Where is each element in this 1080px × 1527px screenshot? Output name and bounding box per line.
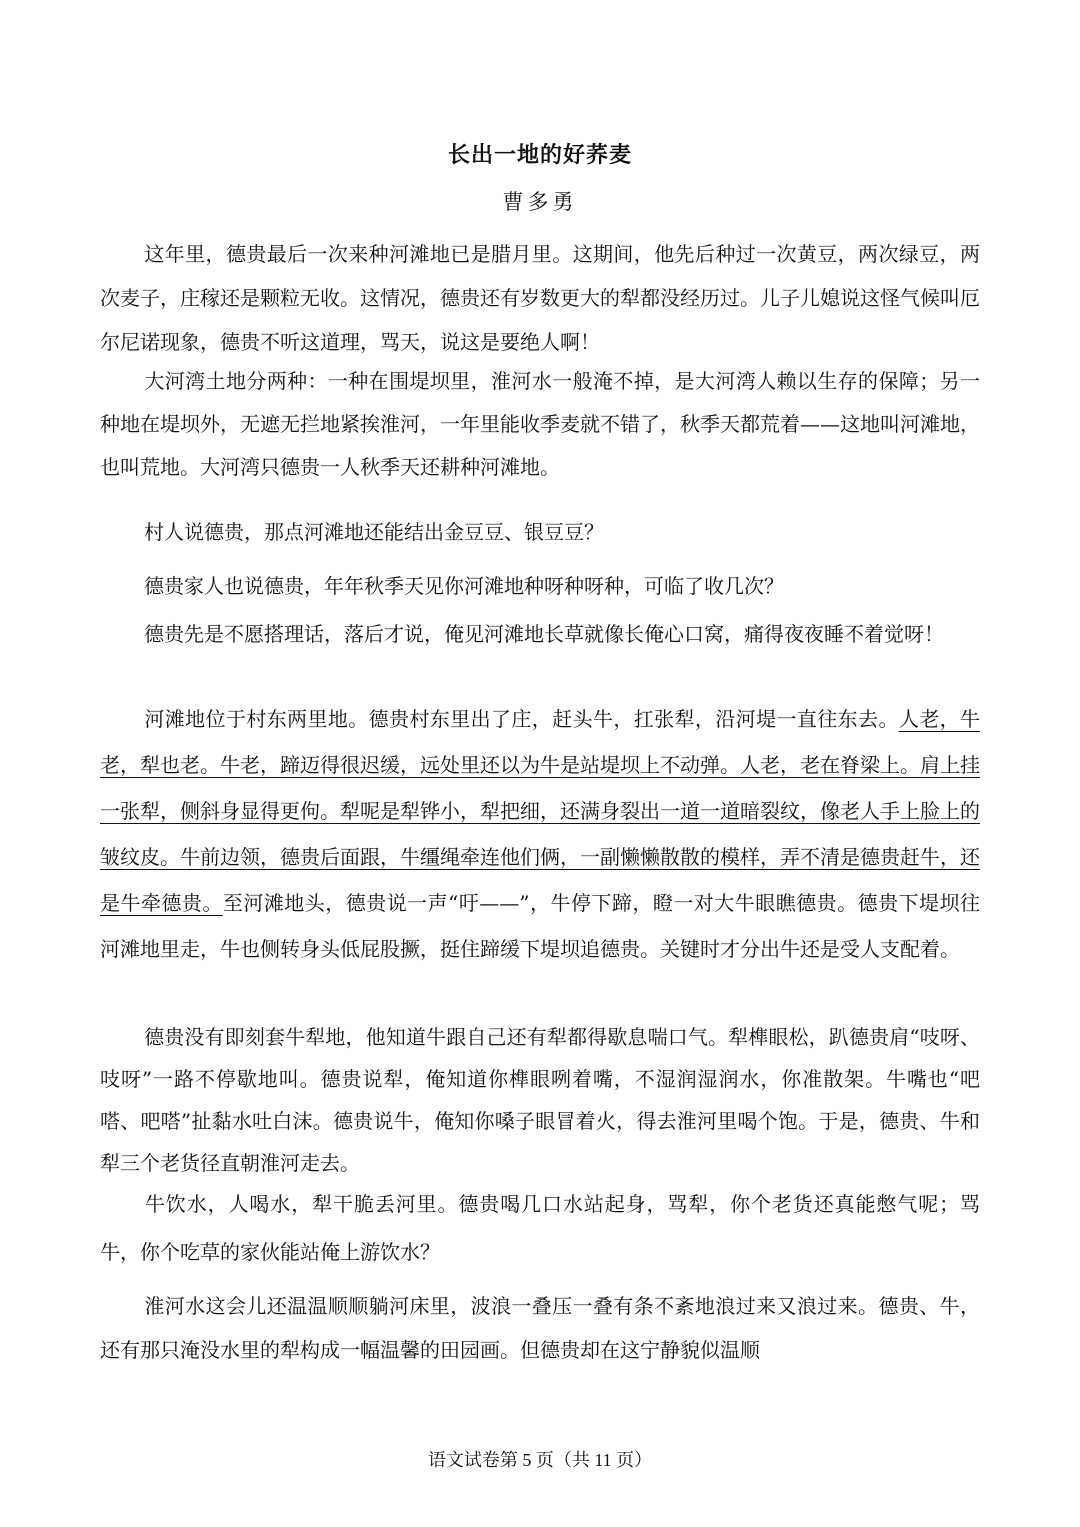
paragraph-4: 德贵家人也说德贵，年年秋季天见你河滩地种呀种呀种，可临了收几次？ <box>144 574 784 598</box>
paragraph-1: 这年里，德贵最后一次来种河滩地已是腊月里。这期间，他先后种过一次黄豆，两次绿豆，两次麦子，庄稼还是颗粒无收。这情况，德贵还有岁数更大的犁都没经历过。儿子儿媳说这怪气候叫厄尔尼诺现象，德贵不听这道理，骂天，说这是要绝人啊！ <box>100 242 980 354</box>
paragraph-3: 村人说德贵，那点河滩地还能结出金豆豆、银豆豆？ <box>144 520 604 544</box>
page-footer: 语文试卷第 5 页（共 11 页） <box>427 1450 653 1470</box>
paragraph-7: 德贵没有即刻套牛犁地，他知道牛跟自己还有犁都得歇息喘口气。犁榫眼松，趴德贵肩“吱呀、吱呀”一路不停歇地叫。德贵说犁，俺知道你榫眼咧着嘴，不湿润湿润水，你准散架。牛嘴也“吧嗒、吧嗒”扯黏水吐白沫。德贵说牛，俺知你嗓子眼冒着火，得去淮河里喝个饱。于是，德贵、牛和犁三个老货径直朝淮河走去。 <box>100 1025 980 1175</box>
article-author: 曹多勇 <box>502 190 578 214</box>
paragraph-9: 淮河水这会儿还温温顺顺躺河床里，波浪一叠压一叠有条不紊地浪过来又浪过来。德贵、牛，还有那只淹没水里的犁构成一幅温馨的田园画。但德贵却在这宁静貌似温顺 <box>100 1294 980 1362</box>
paragraph-8: 牛饮水，人喝水，犁干脆丢河里。德贵喝几口水站起身，骂犁，你个老货还真能憋气呢；骂牛，你个吃草的家伙能站俺上游饮水？ <box>100 1192 980 1264</box>
paragraph-6: 河滩地位于村东两里地。德贵村东里出了庄，赶头牛，扛张犁，沿河堤一直往东去。人老，牛老，犁也老。牛老，蹄迈得很迟缓，远处里还以为牛是站堤坝上不动弹。人老，老在脊梁上。肩上挂一张犁，侧斜身显得更佝。犁呢是犁铧小，犁把细，还满身裂出一道一道暗裂纹，像老人手上脸上的皱纹皮。牛前边领，德贵后面跟，牛缰绳牵连他们俩，一副懒懒散散的模样，弄不清是德贵赶牛，还是牛牵德贵。至河滩地头，德贵说一声“吁——”，牛停下蹄，瞪一对大牛眼瞧德贵。德贵下堤坝往河滩地里走，牛也侧转身头低屁股撅，挺住蹄缓下堤坝追德贵。关键时才分出牛还是受人支配着。 <box>100 707 981 961</box>
paragraph-5: 德贵先是不愿搭理话，落后才说，俺见河滩地长草就像长俺心口窝，痛得夜夜睡不着觉呀！ <box>144 622 944 646</box>
paragraph-2: 大河湾土地分两种：一种在围堤坝里，淮河水一般淹不掉，是大河湾人赖以生存的保障；另一种地在堤坝外，无遮无拦地紧挨淮河，一年里能收季麦就不错了，秋季天都荒着——这地叫河滩地，也叫荒地。大河湾只德贵一人秋季天还耕种河滩地。 <box>100 369 980 479</box>
underlined-passage: 人老，牛老，犁也老。牛老，蹄迈得很迟缓，远处里还以为牛是站堤坝上不动弹。人老，老在脊梁上。肩上挂一张犁，侧斜身显得更佝。犁呢是犁铧小，犁把细，还满身裂出一道一道暗裂纹，像老人手上脸上的皱纹皮。牛前边领，德贵后面跟，牛缰绳牵连他们俩，一副懒懒散散的模样，弄不清是德贵赶牛，还是牛牵德贵。 <box>100 707 981 915</box>
article-title: 长出一地的好荞麦 <box>447 143 632 168</box>
